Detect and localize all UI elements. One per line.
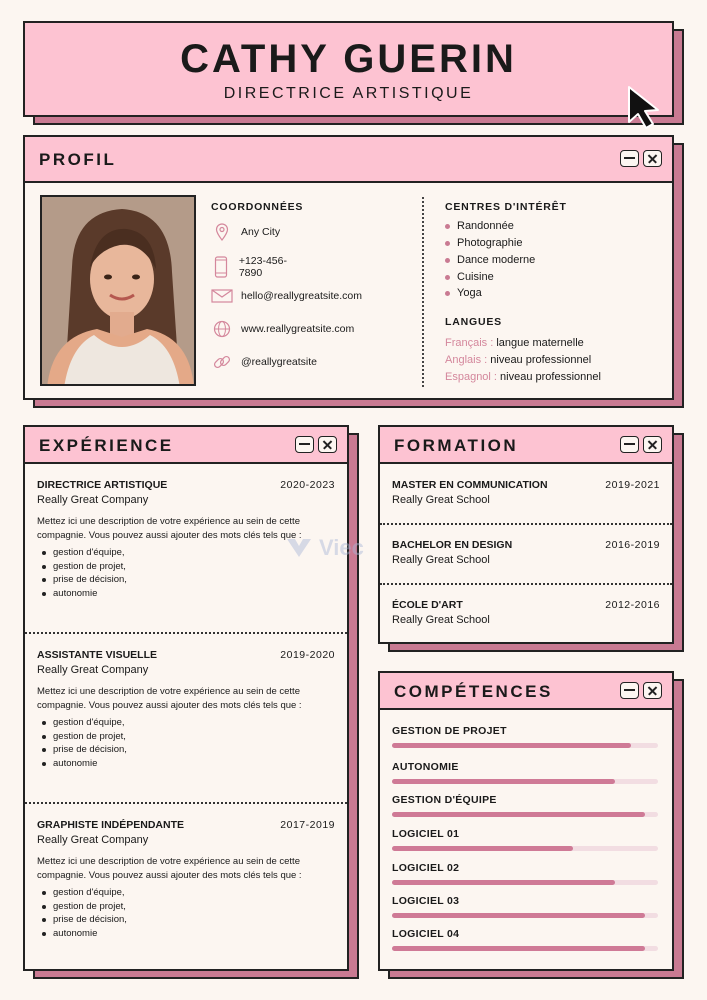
task-item: gestion de projet, [37, 730, 335, 744]
interest-item: Randonnée [445, 220, 514, 232]
formation-body [378, 425, 674, 644]
profile-body [23, 135, 674, 400]
language-row [445, 354, 591, 366]
watermark-logo-icon [285, 537, 313, 559]
skill-name: LOGICIEL 01 [392, 828, 460, 840]
skill-item [392, 761, 658, 773]
watermark-text: Viec [319, 535, 364, 560]
close-icon[interactable] [318, 436, 337, 453]
skill-item [392, 725, 658, 737]
section-separator [25, 802, 347, 804]
languages-heading: LANGUES [445, 316, 502, 328]
link-icon [211, 352, 233, 372]
profile-photo [40, 195, 196, 386]
education-header [392, 479, 660, 491]
education-entry [392, 539, 660, 566]
education-years: 2019-2021 [605, 479, 660, 491]
skill-bar-fill [392, 812, 645, 817]
cursor-icon [626, 84, 664, 130]
contact-text: www.reallygreatsite.com [241, 323, 355, 335]
language-name: Anglais : [445, 354, 488, 366]
job-description: Mettez ici une description de votre expérience au sein de cette compagnie. Vous pouvez aussi ajouter des mots clés tels que : [37, 686, 302, 711]
education-years: 2012-2016 [605, 599, 660, 611]
candidate-name: CATHY GUERIN [180, 37, 517, 81]
interest-item: Dance moderne [445, 254, 535, 266]
language-level: niveau professionnel [496, 371, 601, 383]
skill-bar-fill [392, 880, 615, 885]
skill-bar-fill [392, 946, 645, 951]
close-icon[interactable] [643, 150, 662, 167]
experience-titlebar [25, 427, 347, 464]
skill-item [392, 895, 658, 907]
skill-bar-track [392, 913, 658, 918]
skill-bar-track [392, 946, 658, 951]
job-description: Mettez ici une description de votre expérience au sein de cette compagnie. Vous pouvez aussi ajouter des mots clés tels que : [37, 856, 302, 881]
job-entry [37, 819, 335, 940]
language-level: niveau professionnel [487, 354, 592, 366]
education-years: 2016-2019 [605, 539, 660, 551]
task-item: autonomie [37, 927, 335, 941]
contact-text: @reallygreatsite [241, 356, 318, 368]
section-separator [25, 632, 347, 634]
skill-item [392, 794, 658, 806]
skill-name: AUTONOMIE [392, 761, 459, 773]
contact-social[interactable] [211, 352, 317, 372]
minimize-icon[interactable] [620, 682, 639, 699]
contacts-heading: COORDONNÉES [211, 201, 304, 213]
formation-titlebar [380, 427, 672, 464]
skills-title: COMPÉTENCES [394, 682, 553, 701]
skills-titlebar [380, 673, 672, 710]
skill-item [392, 862, 658, 874]
language-row [445, 337, 584, 349]
window-controls [295, 436, 337, 453]
skill-name: GESTION DE PROJET [392, 725, 507, 737]
skill-name: LOGICIEL 04 [392, 928, 460, 940]
language-row [445, 371, 601, 383]
education-entry [392, 599, 660, 626]
education-school: Really Great School [392, 554, 490, 566]
task-item: gestion d'équipe, [37, 716, 335, 730]
profile-window [23, 135, 674, 400]
job-years: 2020-2023 [280, 479, 335, 491]
job-title: ASSISTANTE VISUELLE [37, 649, 157, 661]
skill-item [392, 828, 658, 840]
interests-heading: CENTRES D'INTÉRÊT [445, 201, 567, 213]
location-icon [211, 223, 233, 241]
minimize-icon[interactable] [620, 150, 639, 167]
job-company: Really Great Company [37, 664, 149, 676]
profile-titlebar [25, 137, 672, 183]
job-title: DIRECTRICE ARTISTIQUE [37, 479, 168, 491]
skill-name: LOGICIEL 03 [392, 895, 460, 907]
education-header [392, 539, 660, 551]
task-item: gestion d'équipe, [37, 546, 335, 560]
minimize-icon[interactable] [620, 436, 639, 453]
contact-location [211, 223, 280, 241]
experience-body [23, 425, 349, 971]
job-header [37, 649, 335, 661]
phone-icon [211, 256, 231, 278]
profile-divider [422, 197, 424, 387]
education-header [392, 599, 660, 611]
minimize-icon[interactable] [295, 436, 314, 453]
skill-bar-fill [392, 913, 645, 918]
globe-icon [211, 320, 233, 338]
skill-item [392, 928, 658, 940]
skills-window [378, 671, 674, 971]
job-entry [37, 649, 335, 770]
education-entry [392, 479, 660, 506]
candidate-role: DIRECTRICE ARTISTIQUE [223, 85, 474, 102]
contact-text: +123-456-7890 [238, 255, 287, 279]
language-name: Espagnol : [445, 371, 497, 383]
experience-title: EXPÉRIENCE [39, 436, 174, 455]
contact-mail[interactable] [211, 289, 362, 303]
contact-phone [211, 255, 303, 279]
education-school: Really Great School [392, 494, 490, 506]
task-item: gestion d'équipe, [37, 886, 335, 900]
education-degree: ÉCOLE D'ART [392, 599, 463, 611]
skill-bar-track [392, 812, 658, 817]
education-school: Really Great School [392, 614, 490, 626]
close-icon[interactable] [643, 436, 662, 453]
task-item: gestion de projet, [37, 900, 335, 914]
profile-title: PROFIL [39, 150, 117, 169]
task-item: prise de décision, [37, 743, 335, 757]
skill-bar-fill [392, 846, 573, 851]
contact-text: Any City [241, 226, 281, 238]
job-years: 2017-2019 [280, 819, 335, 831]
skill-bar-fill [392, 779, 615, 784]
window-controls [620, 682, 662, 699]
formation-window [378, 425, 674, 644]
language-name: Français : [445, 337, 494, 349]
watermark [285, 535, 364, 561]
interests-section [445, 201, 665, 383]
header-body [23, 21, 674, 117]
interest-item: Cuisine [445, 271, 494, 283]
header-window [23, 21, 674, 117]
formation-title: FORMATION [394, 436, 519, 455]
task-item: autonomie [37, 587, 335, 601]
job-title: GRAPHISTE INDÉPENDANTE [37, 819, 185, 831]
job-header [37, 819, 335, 831]
window-controls [620, 150, 662, 167]
skill-bar-track [392, 846, 658, 851]
section-separator [380, 523, 672, 525]
window-controls [620, 436, 662, 453]
skill-bar-track [392, 779, 658, 784]
task-item: prise de décision, [37, 913, 335, 927]
contact-section [211, 201, 362, 368]
task-item: autonomie [37, 757, 335, 771]
interest-item: Photographie [445, 237, 522, 249]
interest-item: Yoga [445, 287, 482, 299]
task-item: gestion de projet, [37, 560, 335, 574]
language-level: langue maternelle [493, 337, 584, 349]
skill-bar-track [392, 880, 658, 885]
mail-icon [211, 289, 233, 303]
job-company: Really Great Company [37, 494, 149, 506]
education-degree: BACHELOR EN DESIGN [392, 539, 513, 551]
skill-bar-fill [392, 743, 631, 748]
experience-window [23, 425, 349, 971]
job-years: 2019-2020 [280, 649, 335, 661]
job-tasks [37, 716, 335, 770]
task-item: prise de décision, [37, 573, 335, 587]
skill-name: LOGICIEL 02 [392, 862, 460, 874]
skill-bar-track [392, 743, 658, 748]
education-degree: MASTER EN COMMUNICATION [392, 479, 548, 491]
job-company: Really Great Company [37, 834, 149, 846]
job-header [37, 479, 335, 491]
close-icon[interactable] [643, 682, 662, 699]
skills-body [378, 671, 674, 971]
contact-website[interactable] [211, 320, 354, 338]
skill-name: GESTION D'ÉQUIPE [392, 794, 497, 806]
job-tasks [37, 886, 335, 940]
job-description: Mettez ici une description de votre expérience au sein de cette compagnie. Vous pouvez aussi ajouter des mots clés tels que : [37, 516, 302, 541]
contact-text: hello@reallygreatsite.com [241, 290, 362, 302]
section-separator [380, 583, 672, 585]
